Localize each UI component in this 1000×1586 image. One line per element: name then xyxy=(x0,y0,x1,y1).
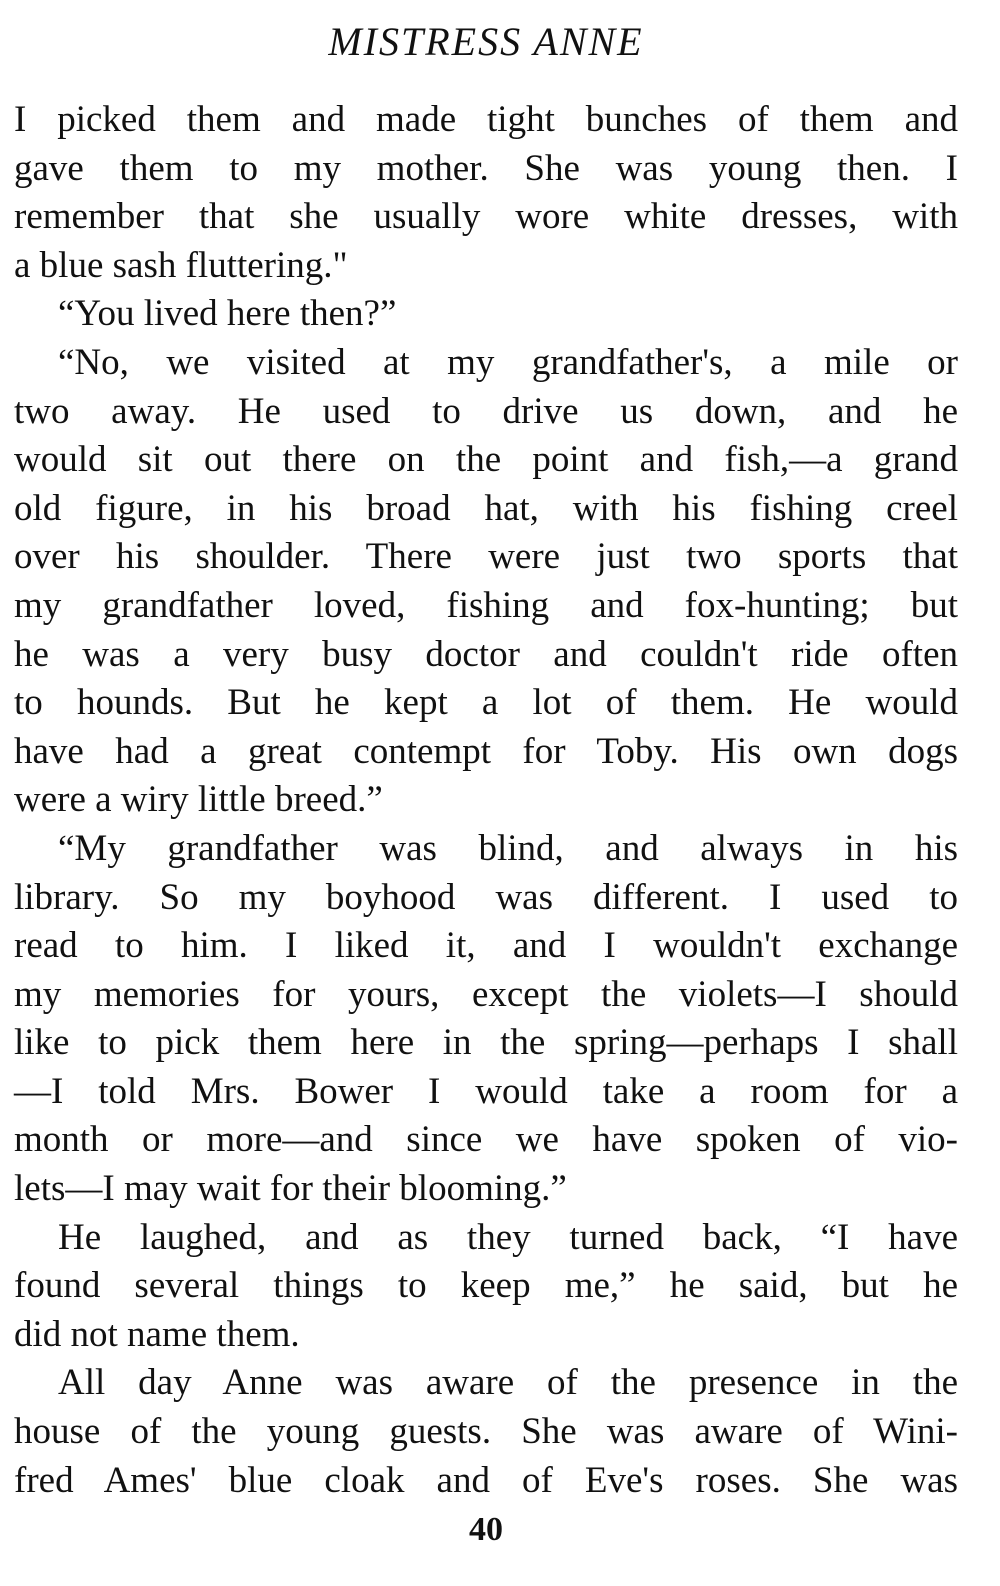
text-line: have had a great contempt for Toby. His own dogs xyxy=(14,730,958,772)
text-line: he was a very busy doctor and couldn't ride often xyxy=(14,633,958,675)
text-line: gave them to my mother. She was young then. I xyxy=(14,147,958,189)
text-line: found several things to keep me,” he said, but he xyxy=(14,1265,958,1307)
paragraph xyxy=(14,825,958,1214)
text-line: —I told Mrs. Bower I would take a room for a xyxy=(14,1070,958,1112)
paragraph xyxy=(14,290,958,339)
text-line: lets—I may wait for their blooming.” xyxy=(14,1168,567,1210)
page-number: 40 xyxy=(469,1511,503,1548)
text-line: “My grandfather was blind, and always in his xyxy=(58,827,958,869)
text-line: old figure, in his broad hat, with his fishing creel xyxy=(14,487,958,529)
text-line: like to pick them here in the spring—perhaps I shall xyxy=(14,1022,958,1064)
paragraph xyxy=(14,96,958,290)
paragraph xyxy=(14,1359,958,1505)
text-line: a blue sash fluttering." xyxy=(14,244,348,286)
text-line: remember that she usually wore white dresses, with xyxy=(14,196,958,238)
text-line: month or more—and since we have spoken of vio- xyxy=(14,1119,958,1161)
body-text xyxy=(14,96,958,1505)
paragraph xyxy=(14,339,958,825)
text-line: to hounds. But he kept a lot of them. He would xyxy=(14,682,958,724)
text-line: I picked them and made tight bunches of them and xyxy=(14,99,958,140)
text-line: two away. He used to drive us down, and he xyxy=(14,390,958,432)
text-line: All day Anne was aware of the presence in the xyxy=(58,1362,958,1404)
text-line: He laughed, and as they turned back, “I have xyxy=(58,1216,958,1258)
text-line: my grandfather loved, fishing and fox-hunting; but xyxy=(14,584,958,626)
text-line: read to him. I liked it, and I wouldn't exchange xyxy=(14,925,958,967)
text-line: over his shoulder. There were just two sports that xyxy=(14,536,958,578)
text-line: library. So my boyhood was different. I used to xyxy=(14,876,958,918)
text-line: my memories for yours, except the violets—I should xyxy=(14,973,958,1015)
text-line: “You lived here then?” xyxy=(58,293,397,335)
text-line: would sit out there on the point and fish,—a grand xyxy=(14,439,958,481)
text-line: were a wiry little breed.” xyxy=(14,779,383,821)
text-line: “No, we visited at my grandfather's, a mile or xyxy=(58,341,958,383)
text-line: house of the young guests. She was aware of Wini- xyxy=(14,1411,958,1453)
text-line: did not name them. xyxy=(14,1313,300,1355)
running-head: MISTRESS ANNE xyxy=(328,19,644,64)
text-line: fred Ames' blue cloak and of Eve's roses. She was xyxy=(14,1459,958,1501)
book-page xyxy=(14,0,958,1586)
paragraph xyxy=(14,1214,958,1360)
